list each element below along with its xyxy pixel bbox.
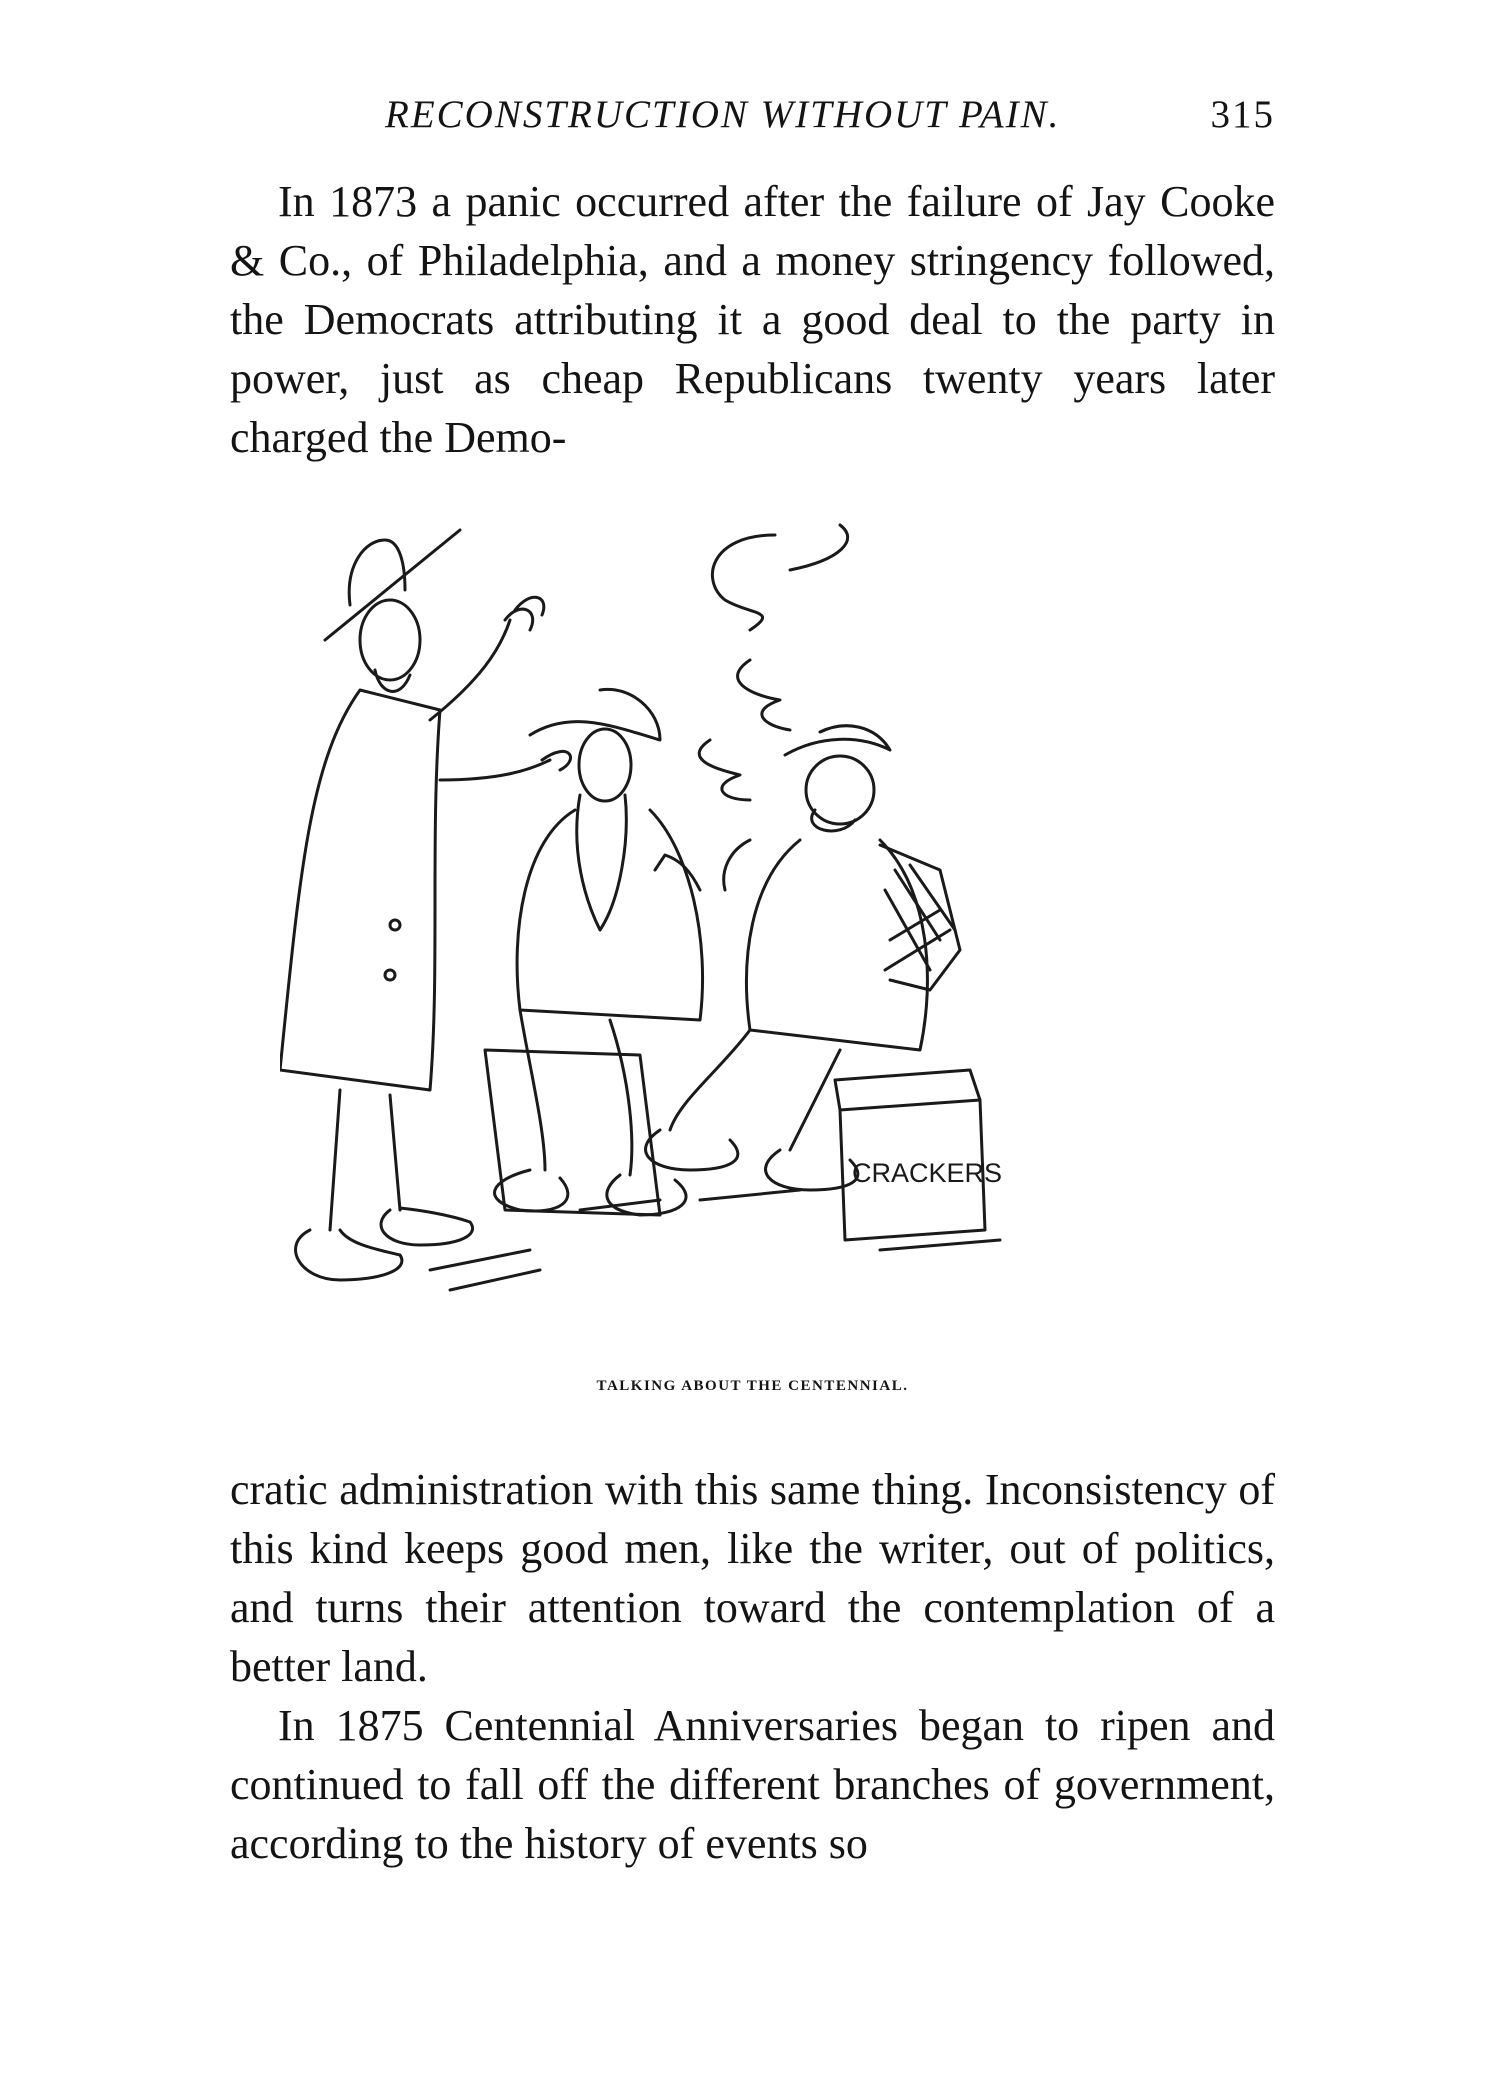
running-title: RECONSTRUCTION WITHOUT PAIN. [385,93,1061,136]
smoke-plume [712,535,775,630]
boot-left [296,1230,402,1280]
face-man-2 [579,729,631,801]
paragraph: cratic administration with this same thing. Inconsistency of this kind keeps good men, like the writer, out of politics, and turns their attention toward the contemplation of a better land. [230,1465,1275,1691]
illustration-drawing [280,510,1220,1370]
hat-brim [325,530,460,640]
illustration [280,510,1220,1370]
long-coat [280,690,440,1090]
text-block-bottom [230,1460,1275,1873]
pipe [655,855,700,890]
running-head [225,92,1275,142]
beard [577,795,627,930]
figure-caption: TALKING ABOUT THE CENTENNIAL. [596,1378,909,1394]
paragraph: In 1873 a panic occurred after the failure of Jay Cooke & Co., of Philadelphia, and a money stringency followed, the Democrats attributing it a good deal to the party in power, just as cheap Republicans twenty years later charged the Demo- [230,177,1275,462]
face-man-3 [806,756,874,824]
paragraph: In 1875 Centennial Anniversaries began to ripen and continued to fall off the different branches of government, according to the history of events so [230,1701,1275,1868]
text-block-top [230,172,1275,467]
face-man-1 [360,600,420,680]
hat-man-3 [785,726,890,755]
crate-seat [485,1050,660,1215]
page-number: 315 [1210,93,1275,136]
crackers-label: CRACKERS [852,1158,1003,1188]
